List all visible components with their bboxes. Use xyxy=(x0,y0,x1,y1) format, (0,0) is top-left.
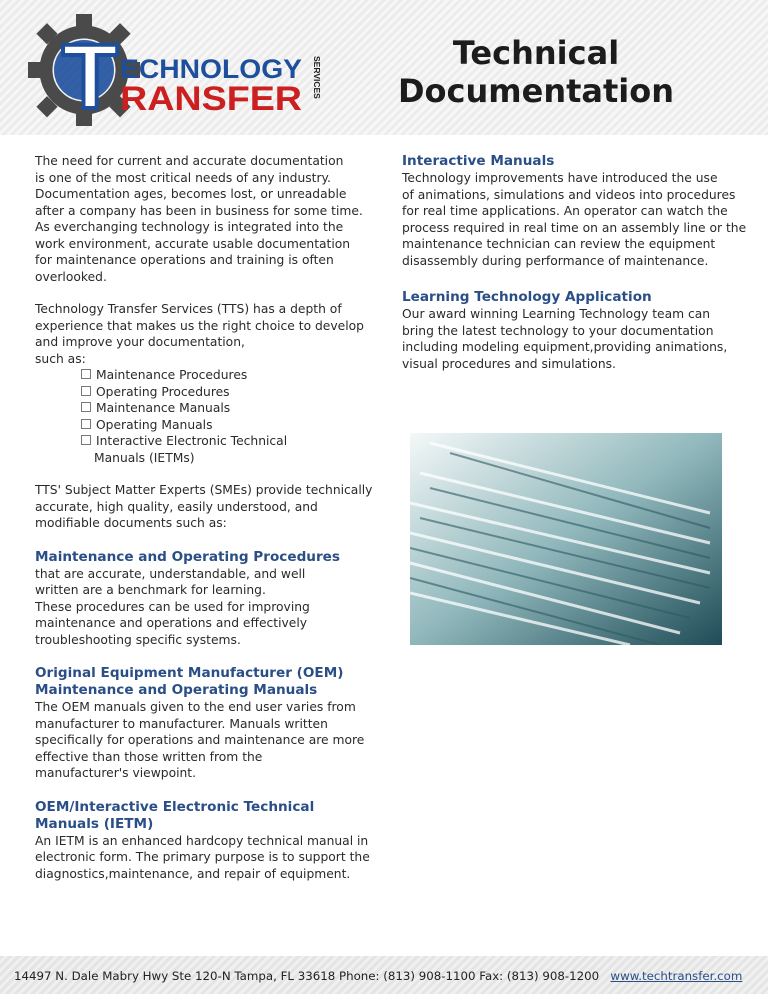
text-line: maintenance and operations and effectively xyxy=(35,616,308,630)
header-band xyxy=(0,0,768,135)
document-types-list xyxy=(81,367,375,466)
section-heading-learning-technology: Learning Technology Application xyxy=(402,289,652,305)
text-line: disassembly during performance of maintenance. xyxy=(402,253,709,268)
text-line: troubleshooting specific systems. xyxy=(35,632,241,647)
title-line-2: Documentation xyxy=(397,72,675,110)
learning-technology-paragraph xyxy=(402,306,747,372)
text-line: after a company has been in business for some time. xyxy=(35,203,363,218)
footer-band xyxy=(0,956,768,994)
page-title xyxy=(396,34,676,110)
text-line: accurate, high quality, easily understood, and xyxy=(35,499,318,514)
text-line: These procedures can be used for improving xyxy=(35,599,310,614)
text-line: and improve your documentation, xyxy=(35,335,245,349)
list-item-label: Maintenance Manuals xyxy=(96,401,231,415)
checkbox-bullet-icon xyxy=(81,386,91,396)
text-line: An IETM is an enhanced hardcopy technical manual in xyxy=(35,833,369,848)
text-line: for real time applications. An operator can watch the xyxy=(402,204,728,218)
checkbox-bullet-icon xyxy=(81,419,91,429)
text-line: including modeling equipment,providing animations, xyxy=(402,340,728,354)
heading-line: Original Equipment Manufacturer (OEM) xyxy=(35,665,344,681)
list-item-continued: Manuals (IETMs) xyxy=(94,450,195,465)
list-item xyxy=(81,400,375,417)
text-line: is one of the most critical needs of any industry. xyxy=(35,170,331,185)
heading-line: Manuals (IETM) xyxy=(35,815,154,832)
text-line: electronic form. The primary purpose is to support the xyxy=(35,850,370,864)
text-line: experience that makes us the right choice to develop xyxy=(35,318,364,333)
list-item-label: Operating Procedures xyxy=(96,384,230,399)
ietm-paragraph xyxy=(35,833,375,883)
section-heading-procedures: Maintenance and Operating Procedures xyxy=(35,548,340,565)
text-line: bring the latest technology to your documentation xyxy=(402,323,714,338)
list-item xyxy=(81,433,375,450)
company-logo xyxy=(18,12,328,130)
footer-address: 14497 N. Dale Mabry Hwy Ste 120-N Tampa, FL 33618 Phone: (813) 908-1100 Fax: (813) 908-1200 xyxy=(14,969,600,983)
interactive-manuals-paragraph xyxy=(402,170,747,269)
text-line: As everchanging technology is integrated into the xyxy=(35,220,344,234)
heading-line: OEM/Interactive Electronic Technical xyxy=(35,798,315,815)
text-line: manufacturer's viewpoint. xyxy=(35,766,197,780)
title-line-1: Technical xyxy=(452,34,620,72)
text-line: TTS' Subject Matter Experts (SMEs) provide technically xyxy=(35,483,373,497)
tts-paragraph xyxy=(35,301,375,367)
text-line: process required in real time on an assembly line or the xyxy=(402,220,747,235)
logo-word-services: SERVICES xyxy=(312,56,322,99)
checkbox-bullet-icon xyxy=(81,435,91,445)
website-link[interactable]: www.techtransfer.com xyxy=(610,969,743,983)
heading-line: Maintenance and Operating Manuals xyxy=(35,682,318,698)
logo-word-technology: ECHNOLOGY xyxy=(120,54,302,84)
text-line: specifically for operations and maintenance are more xyxy=(35,733,365,747)
text-line: overlooked. xyxy=(35,269,107,284)
text-line: manufacturer to manufacturer. Manuals written xyxy=(35,716,328,731)
text-line: of animations, simulations and videos into procedures xyxy=(402,187,736,202)
list-item-label: Operating Manuals xyxy=(96,417,213,432)
list-item xyxy=(81,384,375,401)
list-item xyxy=(81,367,375,384)
text-line: effective than those written from the xyxy=(35,749,263,764)
list-item xyxy=(81,417,375,434)
text-line: The need for current and accurate documentation xyxy=(35,154,344,168)
logo-word-transfer: RANSFER xyxy=(120,80,302,118)
list-item-label: Interactive Electronic Technical xyxy=(96,434,288,448)
section-heading-ietm xyxy=(35,799,375,833)
text-line: work environment, accurate usable documentation xyxy=(35,236,351,251)
text-line: Technology Transfer Services (TTS) has a depth of xyxy=(35,302,342,316)
text-line: Documentation ages, becomes lost, or unreadable xyxy=(35,187,347,201)
smes-paragraph xyxy=(35,482,375,532)
checkbox-bullet-icon xyxy=(81,402,91,412)
footer-contact xyxy=(14,969,742,983)
list-item-label: Maintenance Procedures xyxy=(96,368,248,382)
section-heading-oem xyxy=(35,665,375,699)
right-column xyxy=(402,153,747,372)
text-line: written are a benchmark for learning. xyxy=(35,583,266,597)
text-line: visual procedures and simulations. xyxy=(402,356,616,371)
text-line: for maintenance operations and training is often xyxy=(35,253,334,267)
procedures-paragraph xyxy=(35,566,375,649)
text-line: Technology improvements have introduced the use xyxy=(402,171,718,185)
logo-big-t: T xyxy=(62,26,119,128)
text-line: Our award winning Learning Technology team can xyxy=(402,307,711,321)
oem-paragraph xyxy=(35,699,375,782)
checkbox-bullet-icon xyxy=(81,369,91,379)
text-line: that are accurate, understandable, and well xyxy=(35,566,306,581)
section-heading-interactive-manuals: Interactive Manuals xyxy=(402,153,555,169)
intro-paragraph xyxy=(35,153,375,285)
text-line: maintenance technician can review the equipment xyxy=(402,237,716,251)
text-line: such as: xyxy=(35,351,86,366)
text-line: modifiable documents such as: xyxy=(35,516,227,530)
text-line: diagnostics,maintenance, and repair of equipment. xyxy=(35,866,351,881)
file-folders-photo xyxy=(410,433,722,645)
left-column xyxy=(35,153,375,882)
text-line: The OEM manuals given to the end user varies from xyxy=(35,700,356,714)
